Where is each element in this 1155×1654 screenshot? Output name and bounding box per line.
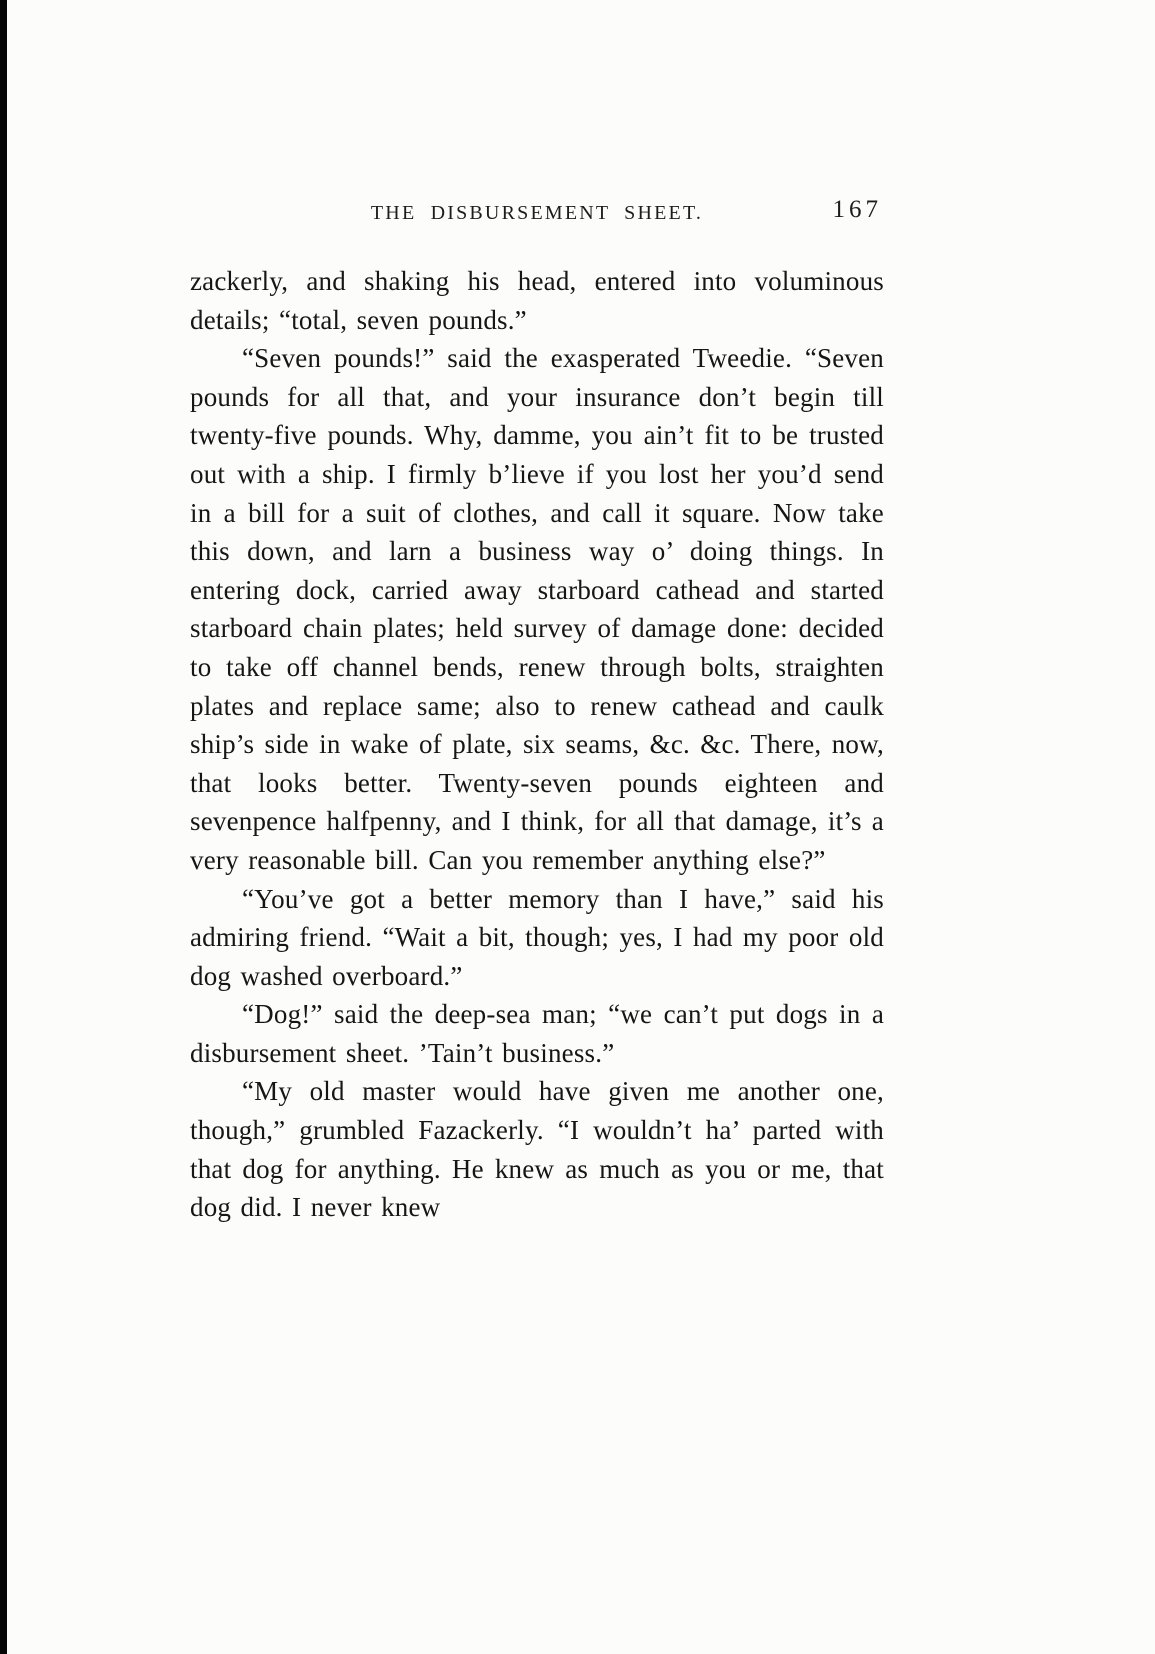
page-header (190, 196, 884, 236)
page-body-text (190, 262, 884, 1227)
page-number: 167 (832, 196, 882, 223)
paragraph: “You’ve got a better memory than I have,” said his admiring friend. “Wait a bit, though; yes, I had my poor old dog washed overboard.” (190, 883, 884, 991)
paragraph: “My old master would have given me another one, though,” grumbled Fazackerly. “I wouldn’t ha’ parted with that dog for anything. He knew as much as you or me, that dog did. I never knew (190, 1076, 884, 1223)
running-title: THE DISBURSEMENT SHEET. (370, 202, 704, 224)
paragraph: “Seven pounds!” said the exasperated Tweedie. “Seven pounds for all that, and your insurance don’t begin till twenty-five pounds. Why, damme, you ain’t fit to be trusted out with a ship. I firmly b’lieve if you lost her you’d send in a bill for a suit of clothes, and call it square. Now take this down, and larn a business way o’ doing things. In entering dock, carried away starboard cathead and started starboard chain plates; held survey of damage done: decided to take off channel bends, renew through bolts, straighten plates and replace same; also to renew cathead and caulk ship’s side in wake of plate, six seams, &c. &c. There, now, that looks better. Twenty-seven pounds eighteen and sevenpence halfpenny, and I think, for all that damage, it’s a very reasonable bill. Can you remember anything else?” (190, 343, 884, 875)
paragraph: “Dog!” said the deep-sea man; “we can’t put dogs in a disbursement sheet. ’Tain’t business.” (190, 999, 884, 1068)
paragraph: zackerly, and shaking his head, entered into voluminous details; “total, seven pounds.” (190, 266, 884, 335)
scan-edge-artifact (0, 0, 7, 1654)
